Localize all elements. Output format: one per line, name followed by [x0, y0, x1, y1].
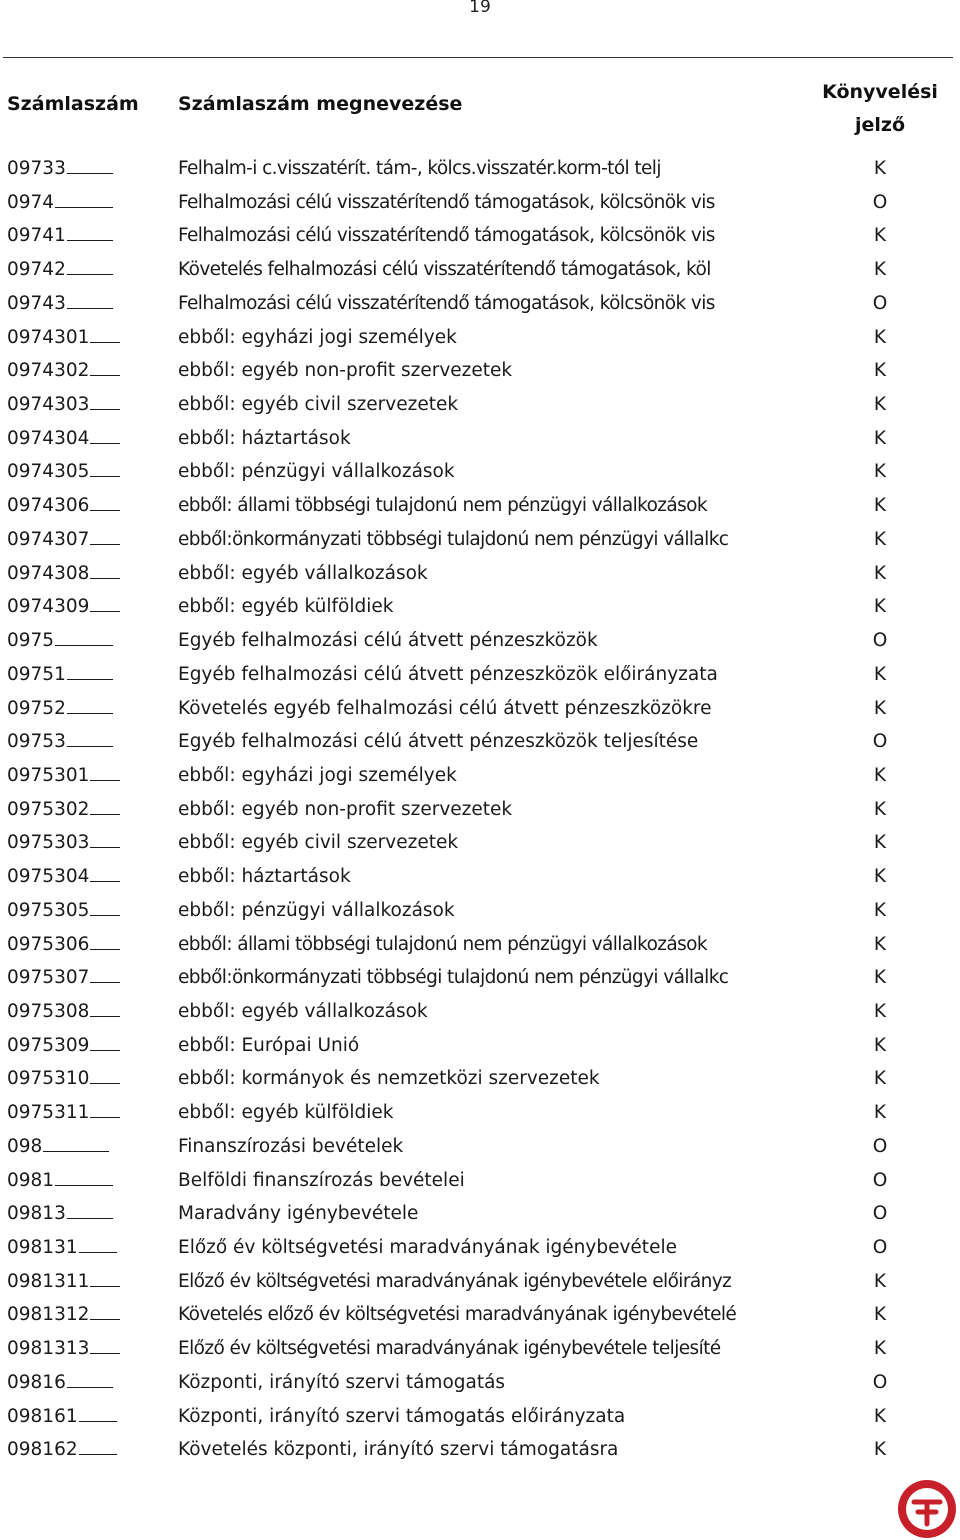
- account-code: [7, 360, 120, 381]
- table-row: [0, 1368, 960, 1402]
- account-name: Egyéb felhalmozási célú átvett pénzeszközök: [178, 630, 598, 652]
- booking-flag: K: [873, 461, 887, 483]
- account-code-text: 0975311: [7, 1102, 90, 1124]
- account-code: [7, 1203, 113, 1224]
- booking-flag: K: [873, 1068, 887, 1090]
- account-code-text: 0975310: [7, 1068, 90, 1090]
- account-code: [7, 630, 113, 651]
- account-name: ebből: egyéb non-profit szervezetek: [178, 360, 513, 382]
- account-code-text: 09742: [7, 259, 66, 281]
- code-underline-blank: [67, 746, 113, 747]
- booking-flag: K: [873, 360, 887, 382]
- table-row: [0, 761, 960, 795]
- code-underline-blank: [90, 1319, 120, 1320]
- booking-flag: K: [873, 663, 887, 685]
- booking-flag: O: [872, 1203, 888, 1225]
- account-name: Követelés egyéb felhalmozási célú átvett pénzeszközökre: [178, 697, 712, 719]
- account-code: [7, 158, 113, 179]
- account-name: Belföldi finanszírozás bevételei: [178, 1169, 465, 1191]
- account-name: Követelés felhalmozási célú visszatérítendő támogatások, köl: [178, 259, 711, 281]
- code-underline-blank: [90, 847, 120, 848]
- account-code-text: 0974303: [7, 394, 90, 416]
- account-name: Felhalmozási célú visszatérítendő támogatások, kölcsönök vis: [178, 191, 715, 213]
- account-code: [7, 1439, 117, 1460]
- account-name: ebből: pénzügyi vállalkozások: [178, 461, 455, 483]
- code-underline-blank: [90, 1286, 120, 1287]
- account-code-text: 09813: [7, 1203, 66, 1225]
- table-row: [0, 221, 960, 255]
- table-row: [0, 1233, 960, 1267]
- account-code: [7, 1102, 120, 1123]
- booking-flag: K: [873, 495, 887, 517]
- booking-flag: K: [873, 933, 887, 955]
- account-name: Követelés előző év költségvetési maradványának igénybevételé: [178, 1304, 737, 1326]
- table-row: [0, 1300, 960, 1334]
- booking-flag: K: [873, 967, 887, 989]
- code-underline-blank: [67, 308, 113, 309]
- account-name: ebből: egyéb civil szervezetek: [178, 394, 459, 416]
- code-underline-blank: [90, 949, 120, 950]
- account-code-text: 0974301: [7, 326, 90, 348]
- account-code-text: 0974309: [7, 596, 90, 618]
- account-name: ebből:önkormányzati többségi tulajdonú nem pénzügyi vállalkc: [178, 967, 729, 989]
- booking-flag: O: [872, 1169, 888, 1191]
- column-header-flag-line2: jelző: [854, 114, 906, 136]
- code-underline-blank: [67, 713, 113, 714]
- page-number: 19: [469, 0, 491, 17]
- account-code: [7, 1304, 120, 1325]
- account-code-text: 098162: [7, 1439, 78, 1461]
- table-row: [0, 188, 960, 222]
- account-code-text: 098: [7, 1135, 43, 1157]
- account-code-text: 09752: [7, 697, 66, 719]
- account-code: [7, 1068, 120, 1089]
- code-underline-blank: [90, 443, 120, 444]
- booking-flag: K: [873, 394, 887, 416]
- account-code-text: 0974305: [7, 461, 90, 483]
- table-row: [0, 1267, 960, 1301]
- code-underline-blank: [90, 1050, 120, 1051]
- account-code-text: 09753: [7, 731, 66, 753]
- booking-flag: K: [873, 1405, 887, 1427]
- account-name: ebből: egyéb külföldiek: [178, 596, 394, 618]
- account-code: [7, 461, 120, 482]
- code-underline-blank: [90, 881, 120, 882]
- account-name: ebből: egyéb civil szervezetek: [178, 832, 459, 854]
- account-name: ebből: egyházi jogi személyek: [178, 326, 457, 348]
- table-row: [0, 154, 960, 188]
- account-code: [7, 428, 120, 449]
- account-code: [7, 293, 113, 314]
- booking-flag: K: [873, 764, 887, 786]
- booking-flag: K: [873, 1034, 887, 1056]
- account-code-text: 0974306: [7, 495, 90, 517]
- booking-flag: K: [873, 259, 887, 281]
- table-row: [0, 963, 960, 997]
- account-code-text: 09743: [7, 292, 66, 314]
- account-code: [7, 967, 120, 988]
- account-code: [7, 1271, 120, 1292]
- account-name: Előző év költségvetési maradványának igénybevétele: [178, 1237, 677, 1258]
- booking-flag: K: [873, 1102, 887, 1124]
- account-code: [7, 225, 113, 246]
- account-code: [7, 698, 113, 719]
- account-name: ebből: egyéb külföldiek: [178, 1102, 394, 1124]
- code-underline-blank: [67, 173, 113, 174]
- column-header-code: Számlaszám: [7, 93, 139, 115]
- account-code-text: 0974307: [7, 528, 90, 550]
- account-name: ebből:önkormányzati többségi tulajdonú nem pénzügyi vállalkc: [178, 528, 729, 550]
- table-row: [0, 930, 960, 964]
- account-name: Központi, irányító szervi támogatás: [178, 1371, 506, 1393]
- booking-flag: O: [872, 1371, 888, 1393]
- booking-flag: K: [873, 899, 887, 921]
- table-row: [0, 896, 960, 930]
- account-code: [7, 832, 120, 853]
- account-code: [7, 495, 120, 516]
- account-code: [7, 1170, 113, 1191]
- table-row: [0, 862, 960, 896]
- account-name: Maradvány igénybevétele: [178, 1203, 419, 1225]
- account-name: ebből: egyéb non-profit szervezetek: [178, 798, 513, 820]
- booking-flag: O: [872, 1135, 888, 1157]
- column-header-flag: [810, 76, 950, 142]
- table-row: [0, 457, 960, 491]
- code-underline-blank: [90, 409, 120, 410]
- table-row: [0, 559, 960, 593]
- account-code: [7, 765, 120, 786]
- account-code-text: 0975: [7, 630, 55, 652]
- table-row: [0, 795, 960, 829]
- table-row: [0, 491, 960, 525]
- code-underline-blank: [90, 915, 120, 916]
- table-row: [0, 255, 960, 289]
- account-name: Finanszírozási bevételek: [178, 1135, 404, 1157]
- table-row: [0, 289, 960, 323]
- account-code: [7, 731, 113, 752]
- table-row: [0, 1402, 960, 1436]
- account-code-text: 09733: [7, 158, 66, 179]
- account-code: [7, 664, 113, 685]
- table-row: [0, 1334, 960, 1368]
- column-header-flag-line1: Könyvelési: [822, 81, 938, 103]
- table-row: [0, 727, 960, 761]
- code-underline-blank: [67, 1387, 113, 1388]
- code-underline-blank: [90, 1016, 120, 1017]
- table-row: [0, 694, 960, 728]
- code-underline-blank: [79, 1421, 117, 1422]
- publisher-logo-icon: [896, 1478, 958, 1540]
- account-code-text: 0975307: [7, 967, 90, 989]
- account-code-text: 0981312: [7, 1304, 90, 1326]
- table-row: [0, 1031, 960, 1065]
- table-row: [0, 1132, 960, 1166]
- account-code: [7, 1035, 120, 1056]
- account-code: [7, 1001, 120, 1022]
- account-name: Előző év költségvetési maradványának igénybevétele teljesíté: [178, 1338, 721, 1360]
- booking-flag: K: [873, 158, 887, 179]
- account-code: [7, 596, 120, 617]
- account-name: ebből: háztartások: [178, 866, 351, 888]
- account-code: [7, 529, 120, 550]
- account-code-text: 098161: [7, 1405, 78, 1427]
- account-name: Követelés központi, irányító szervi támogatásra: [178, 1439, 619, 1461]
- account-code: [7, 1136, 109, 1157]
- account-name: Központi, irányító szervi támogatás előirányzata: [178, 1405, 626, 1427]
- account-code: [7, 866, 120, 887]
- booking-flag: K: [873, 326, 887, 348]
- table-row: [0, 592, 960, 626]
- table-row: [0, 424, 960, 458]
- booking-flag: O: [872, 191, 888, 213]
- account-table: [0, 154, 960, 1469]
- account-name: ebből: egyházi jogi személyek: [178, 764, 457, 786]
- account-name: Egyéb felhalmozási célú átvett pénzeszközök előirányzata: [178, 663, 718, 685]
- booking-flag: O: [872, 292, 888, 314]
- account-code: [7, 327, 120, 348]
- table-row: [0, 1199, 960, 1233]
- account-code: [7, 799, 120, 820]
- booking-flag: K: [873, 1338, 887, 1360]
- code-underline-blank: [90, 342, 120, 343]
- account-code: [7, 192, 113, 213]
- booking-flag: K: [873, 1270, 887, 1292]
- code-underline-blank: [90, 375, 120, 376]
- account-name: ebből: pénzügyi vállalkozások: [178, 899, 455, 921]
- code-underline-blank: [90, 814, 120, 815]
- account-name: ebből: egyéb vállalkozások: [178, 562, 428, 584]
- account-name: ebből: Európai Unió: [178, 1034, 360, 1056]
- code-underline-blank: [67, 679, 113, 680]
- account-code-text: 0975301: [7, 764, 90, 786]
- account-name: Felhalmozási célú visszatérítendő támogatások, kölcsönök vis: [178, 225, 715, 247]
- code-underline-blank: [67, 274, 113, 275]
- table-row: [0, 1166, 960, 1200]
- code-underline-blank: [79, 1252, 117, 1253]
- booking-flag: K: [873, 596, 887, 618]
- account-code: [7, 1338, 120, 1359]
- account-code-text: 0974304: [7, 427, 90, 449]
- code-underline-blank: [43, 1151, 109, 1152]
- table-row: [0, 390, 960, 424]
- account-code: [7, 1406, 117, 1427]
- code-underline-blank: [55, 207, 113, 208]
- table-row: [0, 356, 960, 390]
- header-divider: [3, 57, 953, 58]
- code-underline-blank: [90, 578, 120, 579]
- booking-flag: K: [873, 427, 887, 449]
- account-code-text: 0981: [7, 1169, 55, 1191]
- account-code-text: 09816: [7, 1371, 66, 1393]
- booking-flag: K: [873, 225, 887, 247]
- table-row: [0, 828, 960, 862]
- account-code: [7, 934, 120, 955]
- table-row: [0, 626, 960, 660]
- booking-flag: K: [873, 1439, 887, 1461]
- code-underline-blank: [90, 1083, 120, 1084]
- account-code-text: 0975309: [7, 1034, 90, 1056]
- table-row: [0, 525, 960, 559]
- booking-flag: O: [872, 731, 888, 753]
- account-name: ebből: egyéb vállalkozások: [178, 1000, 428, 1022]
- code-underline-blank: [90, 510, 120, 511]
- booking-flag: K: [873, 1000, 887, 1022]
- table-row: [0, 1098, 960, 1132]
- account-code: [7, 1237, 117, 1258]
- account-code: [7, 259, 113, 280]
- code-underline-blank: [55, 1185, 113, 1186]
- code-underline-blank: [90, 476, 120, 477]
- account-code-text: 09741: [7, 225, 66, 247]
- account-name: ebből: kormányok és nemzetközi szervezetek: [178, 1068, 600, 1090]
- account-name: Egyéb felhalmozási célú átvett pénzeszközök teljesítése: [178, 731, 699, 753]
- account-code: [7, 563, 120, 584]
- table-row: [0, 997, 960, 1031]
- account-code-text: 0974308: [7, 562, 90, 584]
- account-code-text: 0981313: [7, 1338, 90, 1360]
- code-underline-blank: [90, 780, 120, 781]
- account-code-text: 0974302: [7, 360, 90, 382]
- code-underline-blank: [79, 1454, 117, 1455]
- code-underline-blank: [67, 1218, 113, 1219]
- account-code-text: 0981311: [7, 1270, 90, 1292]
- account-name: Előző év költségvetési maradványának igénybevétele előirányz: [178, 1270, 732, 1292]
- code-underline-blank: [90, 611, 120, 612]
- code-underline-blank: [67, 240, 113, 241]
- booking-flag: K: [873, 697, 887, 719]
- account-code-text: 0975303: [7, 832, 90, 854]
- account-name: ebből: háztartások: [178, 427, 351, 449]
- account-code-text: 09751: [7, 663, 66, 685]
- booking-flag: K: [873, 832, 887, 854]
- booking-flag: K: [873, 866, 887, 888]
- table-row: [0, 1064, 960, 1098]
- booking-flag: K: [873, 562, 887, 584]
- account-name: Felhalm-i c.visszatérít. tám-, kölcs.visszatér.korm-tól telj: [178, 158, 661, 179]
- account-code-text: 0975306: [7, 933, 90, 955]
- code-underline-blank: [90, 982, 120, 983]
- account-code-text: 0975304: [7, 866, 90, 888]
- booking-flag: K: [873, 1304, 887, 1326]
- account-name: Felhalmozási célú visszatérítendő támogatások, kölcsönök vis: [178, 292, 715, 314]
- account-code-text: 098131: [7, 1237, 78, 1258]
- account-code-text: 0975302: [7, 798, 90, 820]
- code-underline-blank: [90, 1117, 120, 1118]
- booking-flag: K: [873, 798, 887, 820]
- booking-flag: O: [872, 630, 888, 652]
- account-code-text: 0975308: [7, 1000, 90, 1022]
- account-name: ebből: állami többségi tulajdonú nem pénzügyi vállalkozások: [178, 495, 708, 517]
- code-underline-blank: [55, 645, 113, 646]
- account-name: ebből: állami többségi tulajdonú nem pénzügyi vállalkozások: [178, 933, 708, 955]
- code-underline-blank: [90, 544, 120, 545]
- account-code: [7, 394, 120, 415]
- account-code-text: 0974: [7, 191, 55, 213]
- code-underline-blank: [90, 1353, 120, 1354]
- account-code-text: 0975305: [7, 899, 90, 921]
- account-code: [7, 900, 120, 921]
- booking-flag: O: [872, 1237, 888, 1258]
- booking-flag: K: [873, 528, 887, 550]
- column-header-name: Számlaszám megnevezése: [178, 93, 463, 115]
- table-row: [0, 660, 960, 694]
- account-code: [7, 1372, 113, 1393]
- table-row: [0, 323, 960, 357]
- table-row: [0, 1435, 960, 1469]
